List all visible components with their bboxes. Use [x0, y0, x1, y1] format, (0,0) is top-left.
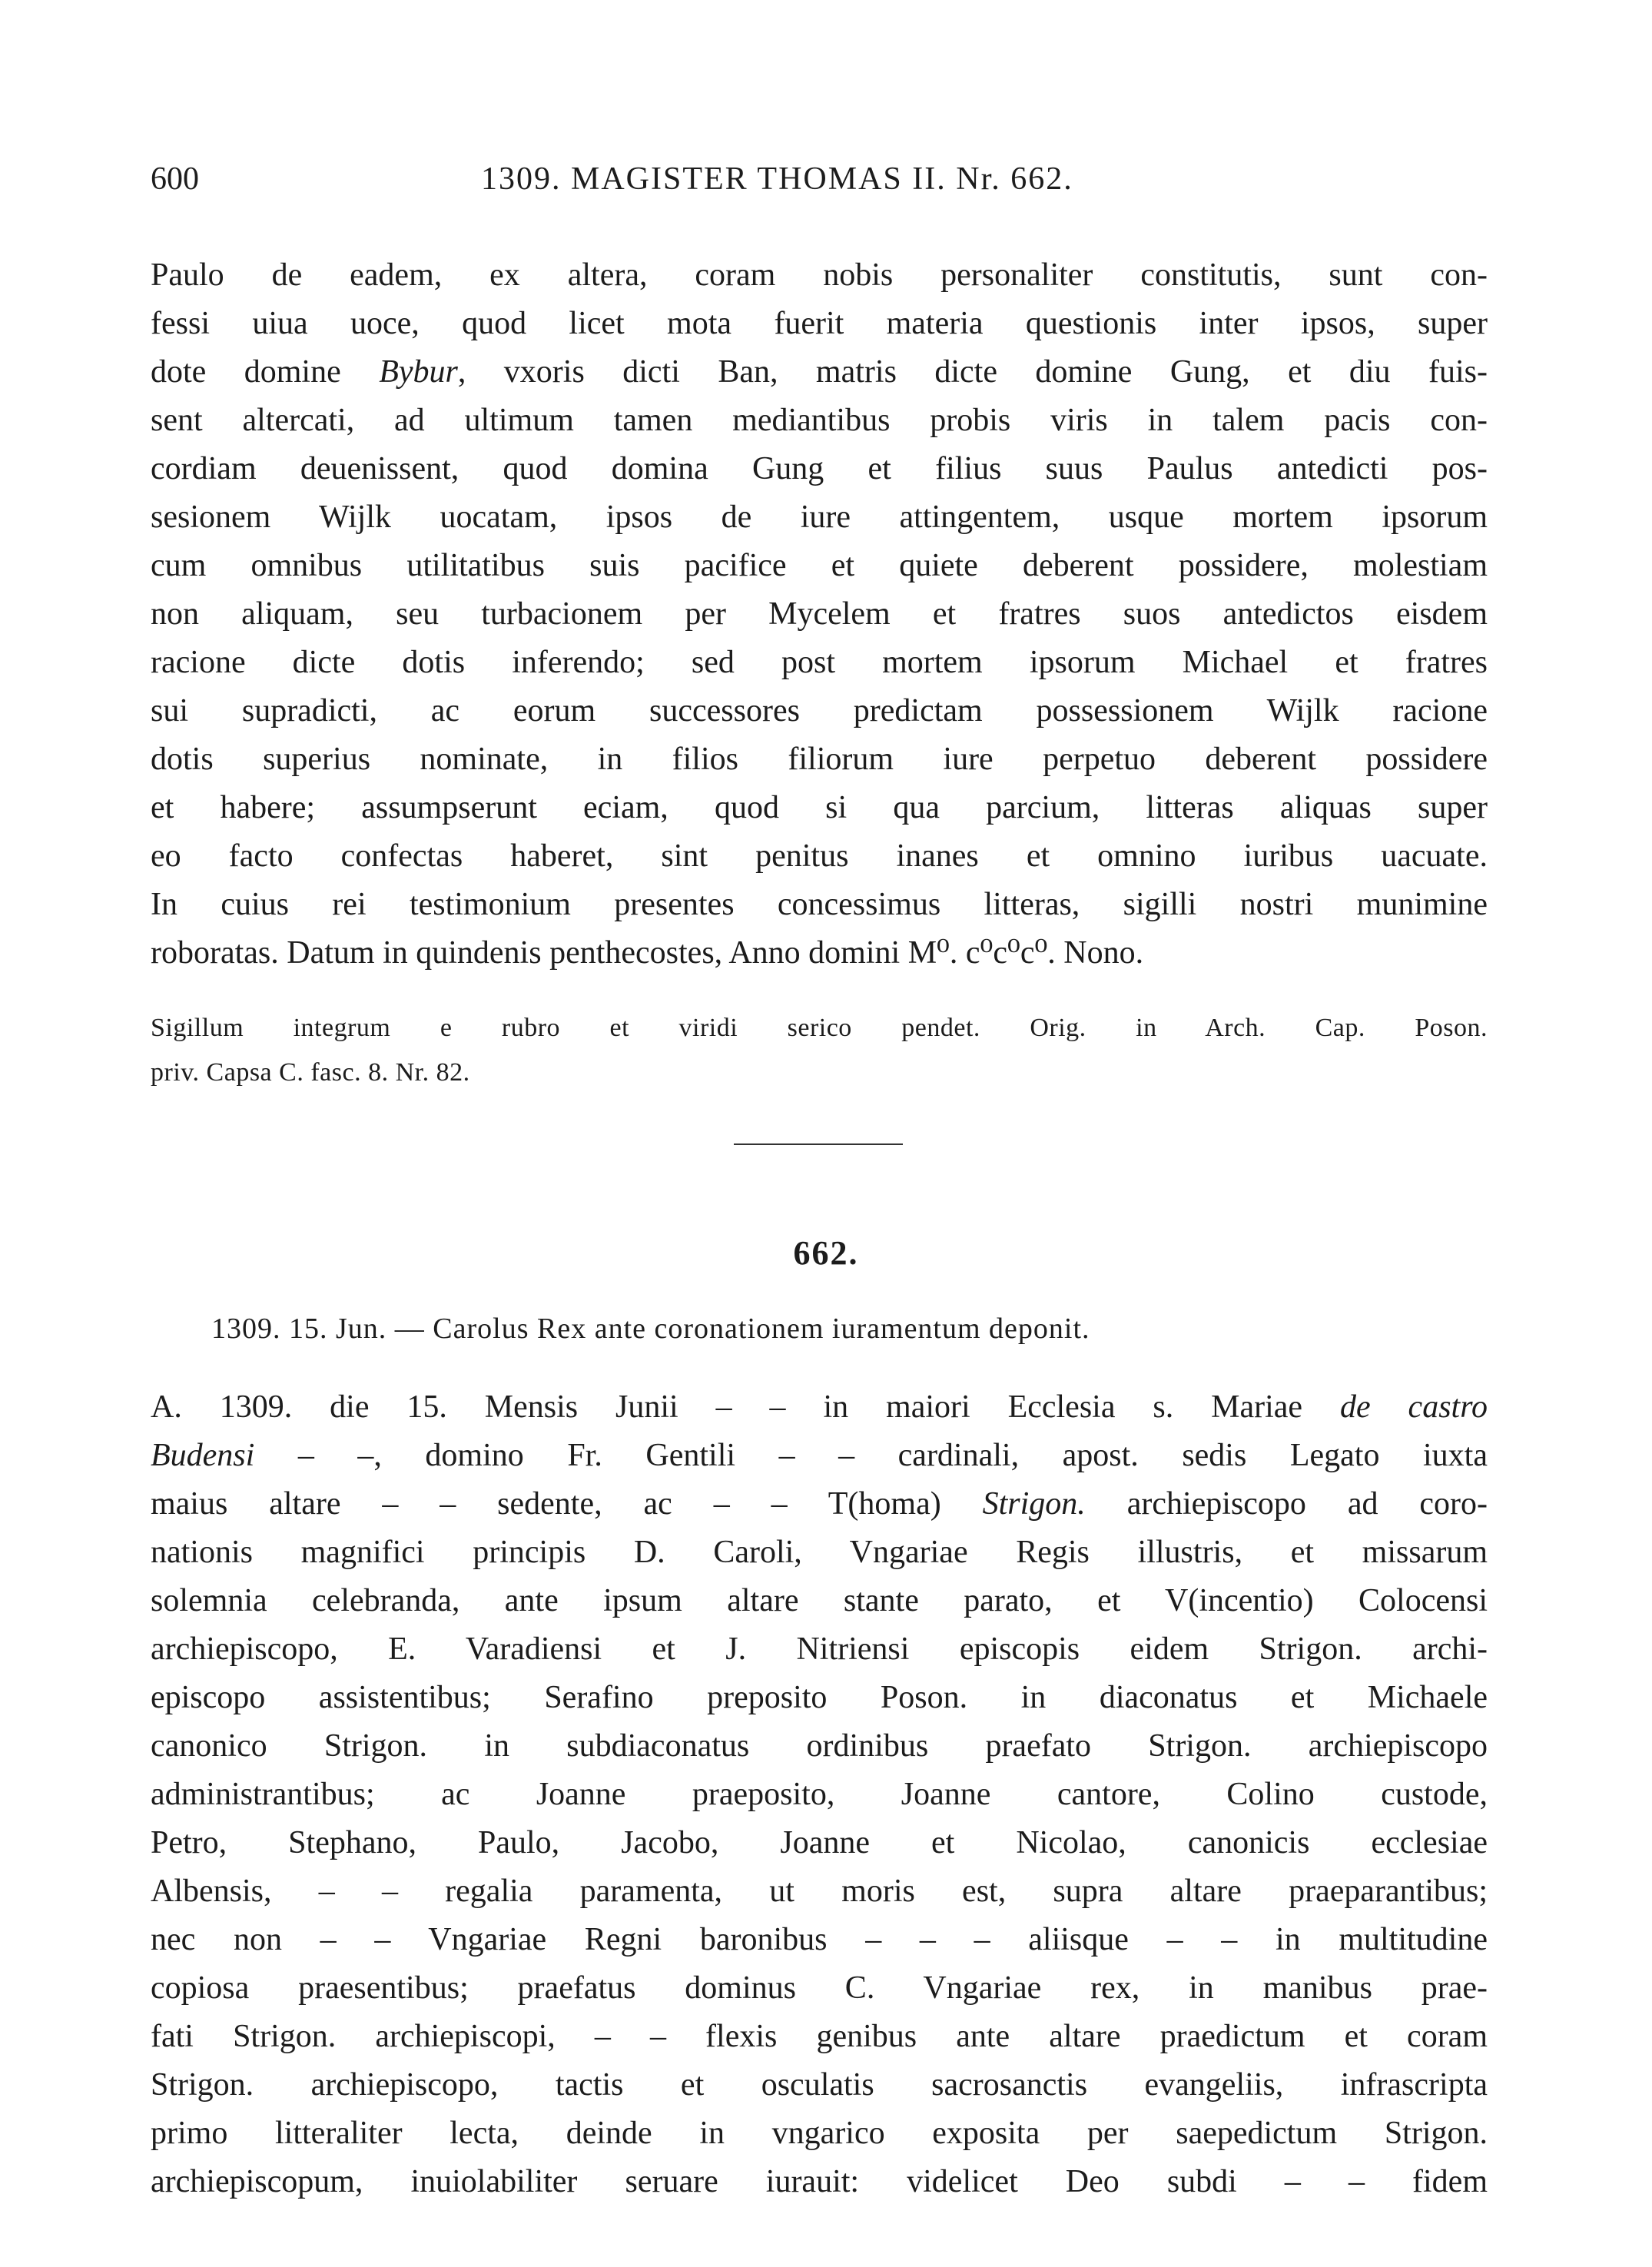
running-title: 1309. MAGISTER THOMAS II. Nr. 662.	[481, 161, 1073, 197]
charter-661-text	[151, 251, 1488, 977]
text-line: Budensi – –, domino Fr. Gentili – – cardinali, apost. sedis Legato iuxta	[151, 1438, 1488, 1473]
text-line: canonico Strigon. in subdiaconatus ordinibus praefato Strigon. archiepiscopo	[151, 1728, 1488, 1764]
text-line: nec non – – Vngariae Regni baronibus – – – aliisque – – in multitudine	[151, 1922, 1488, 1957]
text-line: fessi uiua uoce, quod licet mota fuerit materia questionis inter ipsos, super	[151, 306, 1488, 341]
text-line: archiepiscopo, E. Varadiensi et J. Nitriensi episcopis eidem Strigon. archi-	[151, 1631, 1488, 1667]
text-line: racione dicte dotis inferendo; sed post mortem ipsorum Michael et fratres	[151, 645, 1488, 680]
text-line: In cuius rei testimonium presentes concessimus litteras, sigilli nostri munimine	[151, 887, 1488, 922]
text-line: Strigon. archiepiscopo, tactis et osculatis sacrosanctis evangeliis, infrascripta	[151, 2067, 1488, 2103]
text-line: priv. Capsa C. fasc. 8. Nr. 82.	[151, 1058, 470, 1087]
text-line: cum omnibus utilitatibus suis pacifice et quiete deberent possidere, molestiam	[151, 548, 1488, 583]
text-line: Petro, Stephano, Paulo, Jacobo, Joanne et Nicolao, canonicis ecclesiae	[151, 1825, 1488, 1860]
document-number: 662.	[793, 1234, 859, 1272]
text-line: sent altercati, ad ultimum tamen mediantibus probis viris in talem pacis con-	[151, 403, 1488, 438]
text-line: cordiam deuenissent, quod domina Gung et filius suus Paulus antedicti pos-	[151, 451, 1488, 486]
seal-note	[151, 1006, 1488, 1095]
charter-662-text	[151, 1383, 1488, 2206]
text-line: Albensis, – – regalia paramenta, ut moris est, supra altare praeparantibus;	[151, 1874, 1488, 1909]
document-regest: 1309. 15. Jun. — Carolus Rex ante coronationem iuramentum deponit.	[211, 1313, 1090, 1345]
text-line: archiepiscopum, inuiolabiliter seruare iurauit: videlicet Deo subdi – – fidem	[151, 2164, 1488, 2199]
page-number: 600	[151, 161, 199, 197]
text-line: A. 1309. die 15. Mensis Junii – – in maiori Ecclesia s. Mariae de castro	[151, 1389, 1488, 1425]
text-line: administrantibus; ac Joanne praeposito, Joanne cantore, Colino custode,	[151, 1777, 1488, 1812]
italic-term: Budensi	[151, 1438, 255, 1473]
running-head	[151, 160, 1488, 198]
section-divider	[734, 1143, 903, 1145]
text-line: Paulo de eadem, ex altera, coram nobis personaliter constitutis, sunt con-	[151, 257, 1488, 293]
text-line: primo litteraliter lecta, deinde in vngarico exposita per saepedictum Strigon.	[151, 2116, 1488, 2151]
text-line: roboratas. Datum in quindenis penthecostes, Anno domini M⁰. c⁰c⁰c⁰. Nono.	[151, 935, 1144, 971]
text-line: nationis magnifici principis D. Caroli, Vngariae Regis illustris, et missarum	[151, 1535, 1488, 1570]
text-line: sesionem Wijlk uocatam, ipsos de iure attingentem, usque mortem ipsorum	[151, 500, 1488, 535]
italic-term: Bybur	[379, 354, 458, 390]
text-line: non aliquam, seu turbacionem per Mycelem et fratres suos antedictos eisdem	[151, 596, 1488, 632]
text-line: Sigillum integrum e rubro et viridi serico pendet. Orig. in Arch. Cap. Poson.	[151, 1014, 1488, 1042]
text-line: dote domine Bybur, vxoris dicti Ban, matris dicte domine Gung, et diu fuis-	[151, 354, 1488, 390]
italic-term: Strigon.	[982, 1486, 1086, 1522]
text-line: sui supradicti, ac eorum successores predictam possessionem Wijlk racione	[151, 693, 1488, 729]
text-line: solemnia celebranda, ante ipsum altare stante parato, et V(incentio) Colocensi	[151, 1583, 1488, 1618]
text-line: episcopo assistentibus; Serafino preposito Poson. in diaconatus et Michaele	[151, 1680, 1488, 1715]
text-line: fati Strigon. archiepiscopi, – – flexis genibus ante altare praedictum et coram	[151, 2019, 1488, 2054]
text-line: et habere; assumpserunt eciam, quod si qua parcium, litteras aliquas super	[151, 790, 1488, 825]
text-line: maius altare – – sedente, ac – – T(homa) Strigon. archiepiscopo ad coro-	[151, 1486, 1488, 1522]
italic-term: de castro	[1340, 1389, 1488, 1425]
text-line: dotis superius nominate, in filios filiorum iure perpetuo deberent possidere	[151, 742, 1488, 777]
text-line: copiosa praesentibus; praefatus dominus C. Vngariae rex, in manibus prae-	[151, 1970, 1488, 2006]
text-line: eo facto confectas haberet, sint penitus inanes et omnino iuribus uacuate.	[151, 838, 1488, 874]
